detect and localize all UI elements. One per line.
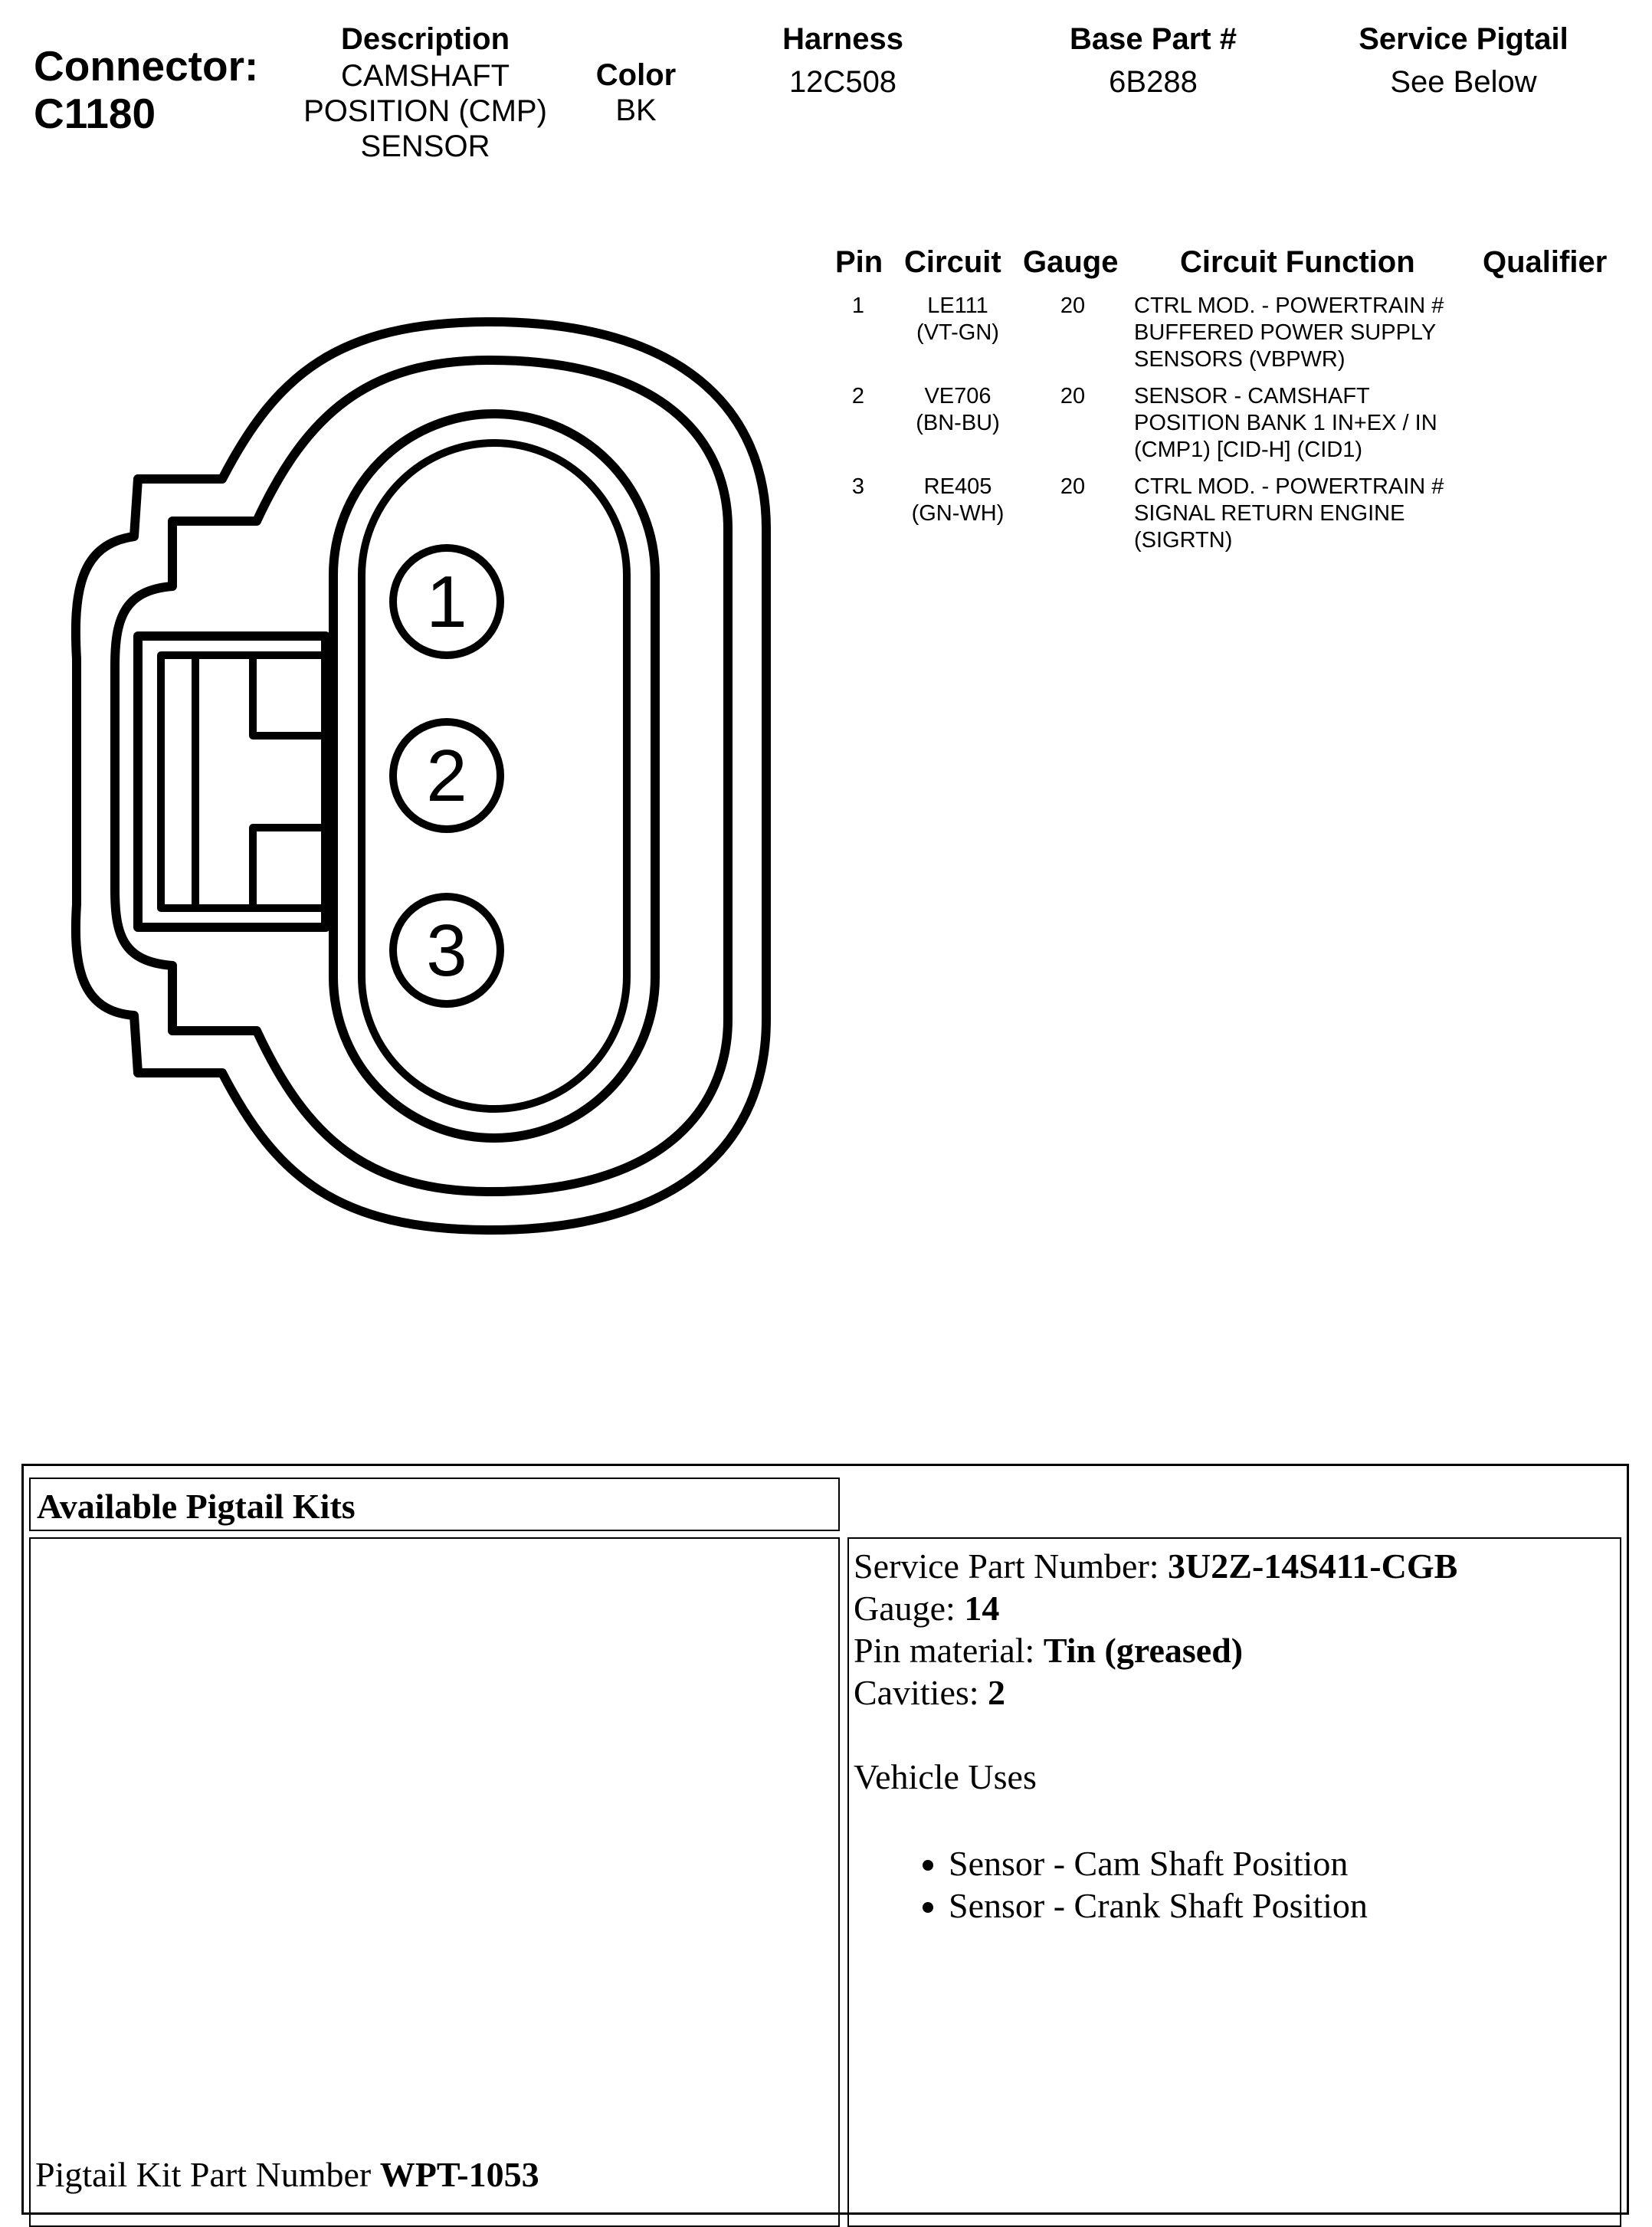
pin-1-label: 1 [426, 561, 467, 643]
service-pigtail-value: See Below [1390, 65, 1537, 99]
connector-label: Connector: [34, 42, 259, 90]
function-line: SENSOR - CAMSHAFT [1134, 384, 1370, 408]
pigtail-title-cell [29, 1478, 840, 1531]
color-column [567, 57, 705, 128]
service-pigtail-label: Service Pigtail [1359, 22, 1568, 56]
pigtail-title-spacer [847, 1478, 1621, 1531]
pigtail-spec-cell [847, 1537, 1621, 2227]
description-line: POSITION (CMP) [303, 94, 547, 128]
circuit-code: RE405 [923, 474, 992, 499]
function-line: SENSORS (VBPWR) [1134, 347, 1346, 372]
kit-part-number [35, 2153, 539, 2196]
pin-2-label: 2 [426, 735, 467, 817]
connector-housing-outer [76, 322, 766, 1230]
description-label: Description [340, 22, 510, 56]
connector-id: C1180 [34, 90, 156, 137]
vehicle-uses-label: Vehicle Uses [854, 1757, 1037, 1796]
pin-material-spec [854, 1629, 1620, 1671]
table-row-gauge: 20 [1060, 384, 1086, 408]
spec-label: Pin material: [854, 1631, 1044, 1670]
circuit-color: (VT-GN) [916, 320, 999, 345]
pin-3-label: 3 [426, 910, 467, 992]
spec-value: Tin (greased) [1043, 1631, 1244, 1670]
pin-header: Pin [835, 245, 883, 279]
circuit-code: LE111 [927, 294, 988, 318]
latch-outline [138, 636, 326, 927]
color-label: Color [595, 58, 677, 92]
function-line: BUFFERED POWER SUPPLY [1134, 320, 1437, 345]
description-line: SENSOR [360, 130, 490, 163]
kit-part-value: WPT-1053 [379, 2155, 539, 2194]
function-line: SIGNAL RETURN ENGINE [1134, 501, 1405, 526]
table-row-function [1134, 293, 1486, 373]
latch-inner [161, 655, 326, 908]
table-row-pin: 2 [851, 384, 865, 408]
pin-face-inner [362, 443, 627, 1109]
list-item: • Sensor - Cam Shaft Position [949, 1842, 1620, 1884]
spec-label: Gauge: [854, 1589, 965, 1628]
table-row-circuit [896, 383, 1019, 437]
color-value: BK [615, 93, 657, 127]
pigtail-title: Available Pigtail Kits [37, 1487, 356, 1526]
spec-label: Cavities: [854, 1673, 988, 1712]
description-line: CAMSHAFT [341, 59, 510, 93]
harness-value: 12C508 [788, 65, 897, 99]
function-line: CTRL MOD. - POWERTRAIN # [1134, 294, 1444, 318]
spec-label: Service Part Number: [854, 1546, 1169, 1586]
connector-housing-inner [115, 360, 728, 1192]
harness-column [736, 21, 950, 100]
circuit-color: (BN-BU) [916, 411, 1000, 435]
spec-value: 2 [988, 1673, 1006, 1712]
gauge-header: Gauge [1023, 245, 1119, 279]
gauge-spec [854, 1587, 1620, 1629]
latch-tab [253, 655, 326, 736]
cavities-spec [854, 1671, 1620, 1714]
table-row-pin: 3 [851, 474, 865, 499]
table-row-gauge: 20 [1060, 294, 1086, 318]
table-row-circuit [896, 474, 1019, 527]
table-row-pin: 1 [851, 294, 865, 318]
circuit-code: VE706 [924, 384, 992, 408]
base-part-label: Base Part # [1070, 22, 1237, 56]
table-row-circuit [896, 293, 1019, 346]
connector-title [34, 42, 258, 137]
kit-part-label: Pigtail Kit Part Number [35, 2155, 380, 2194]
table-row-function [1134, 474, 1486, 554]
pigtail-image-cell [29, 1537, 840, 2227]
table-row-gauge: 20 [1060, 474, 1086, 499]
circuit-header: Circuit [904, 245, 1001, 279]
latch-tab [253, 828, 326, 908]
table-row-function [1134, 383, 1494, 464]
service-part-number [854, 1545, 1620, 1587]
circuit-function-header: Circuit Function [1180, 245, 1415, 279]
description-column [284, 21, 567, 164]
connector-diagram [61, 299, 782, 1264]
service-pigtail-column [1326, 21, 1601, 100]
vehicle-uses-list [854, 1842, 1620, 1927]
function-line: CTRL MOD. - POWERTRAIN # [1134, 474, 1444, 499]
base-part-value: 6B288 [1109, 65, 1198, 99]
pin-face [333, 414, 655, 1138]
function-line: (CMP1) [CID-H] (CID1) [1134, 438, 1363, 462]
harness-label: Harness [782, 22, 903, 56]
qualifier-header: Qualifier [1483, 245, 1608, 279]
circuit-color: (GN-WH) [911, 501, 1005, 526]
spec-value: 14 [964, 1589, 1000, 1628]
function-line: POSITION BANK 1 IN+EX / IN [1134, 411, 1437, 435]
base-part-column [1034, 21, 1272, 100]
function-line: (SIGRTN) [1134, 528, 1233, 553]
spec-value: 3U2Z-14S411-CGB [1168, 1546, 1458, 1586]
list-item: • Sensor - Crank Shaft Position [949, 1884, 1620, 1927]
